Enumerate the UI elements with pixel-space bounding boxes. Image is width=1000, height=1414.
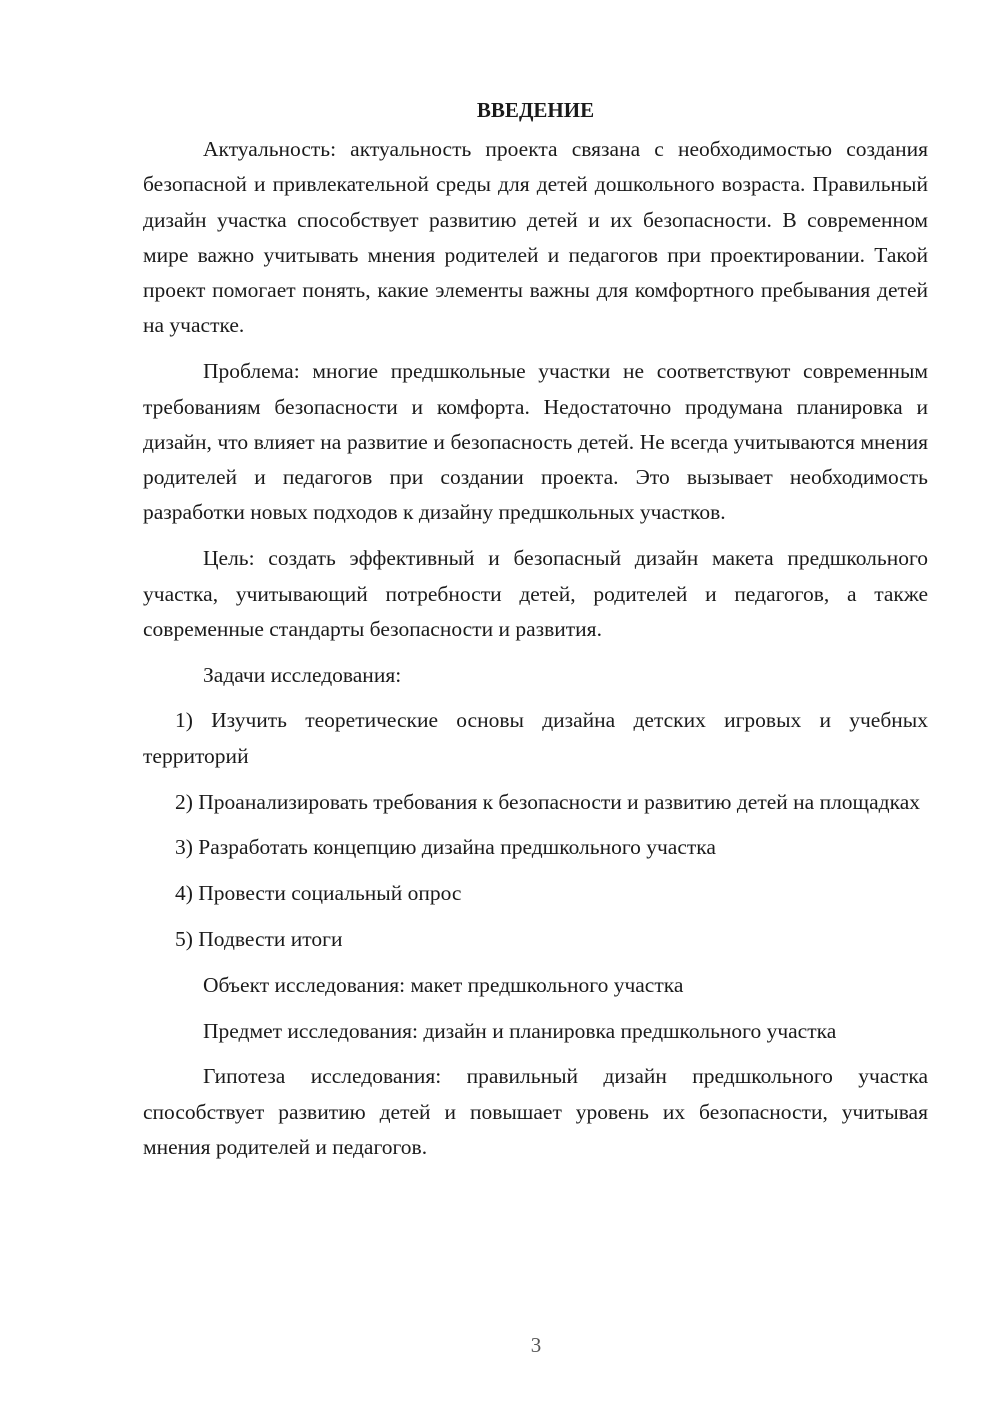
goal-paragraph: Цель: создать эффективный и безопасный дизайн макета предшкольного участка, учитывающий потребности детей, родителей и педагогов, а также современные стандарты безопасности и развития. — [143, 546, 928, 641]
list-item: 2) Проанализировать требования к безопасности и развитию детей на площадках — [175, 789, 921, 814]
tasks-heading: Задачи исследования: — [203, 662, 402, 687]
hypothesis-paragraph: Гипотеза исследования: правильный дизайн предшкольного участка способствует развитию детей и повышает уровень их безопасности, учитывая мнения родителей и педагогов. — [143, 1064, 928, 1159]
relevance-paragraph: Актуальность: актуальность проекта связана с необходимостью создания безопасной и привлекательной среды для детей дошкольного возраста. Правильный дизайн участка способствует развитию детей и их безопасности. В современном мире важно учитывать мнения родителей и педагогов при проектировании. Такой проект помогает понять, какие элементы важны для комфортного пребывания детей на участке. — [143, 137, 928, 338]
list-item: 4) Провести социальный опрос — [175, 881, 462, 906]
subject-paragraph: Предмет исследования: дизайн и планировка предшкольного участка — [203, 1018, 837, 1043]
object-paragraph: Объект исследования: макет предшкольного участка — [203, 972, 684, 997]
problem-paragraph: Проблема: многие предшкольные участки не соответствуют современным требованиям безопасности и комфорта. Недостаточно продумана планировка и дизайн, что влияет на развитие и безопасность детей. Не всегда учитываются мнения родителей и педагогов при создании проекта. Это вызывает необходимость разработки новых подходов к дизайну предшкольных участков. — [143, 359, 928, 525]
list-item: 1) Изучить теоретические основы дизайна детских игровых и учебных территорий — [143, 708, 928, 768]
page-number: 3 — [530, 1333, 542, 1357]
list-item: 5) Подвести итоги — [175, 926, 343, 951]
page-title: ВВЕДЕНИЕ — [476, 98, 595, 122]
document-page — [143, 93, 928, 1176]
list-item: 3) Разработать концепцию дизайна предшкольного участка — [175, 835, 716, 860]
